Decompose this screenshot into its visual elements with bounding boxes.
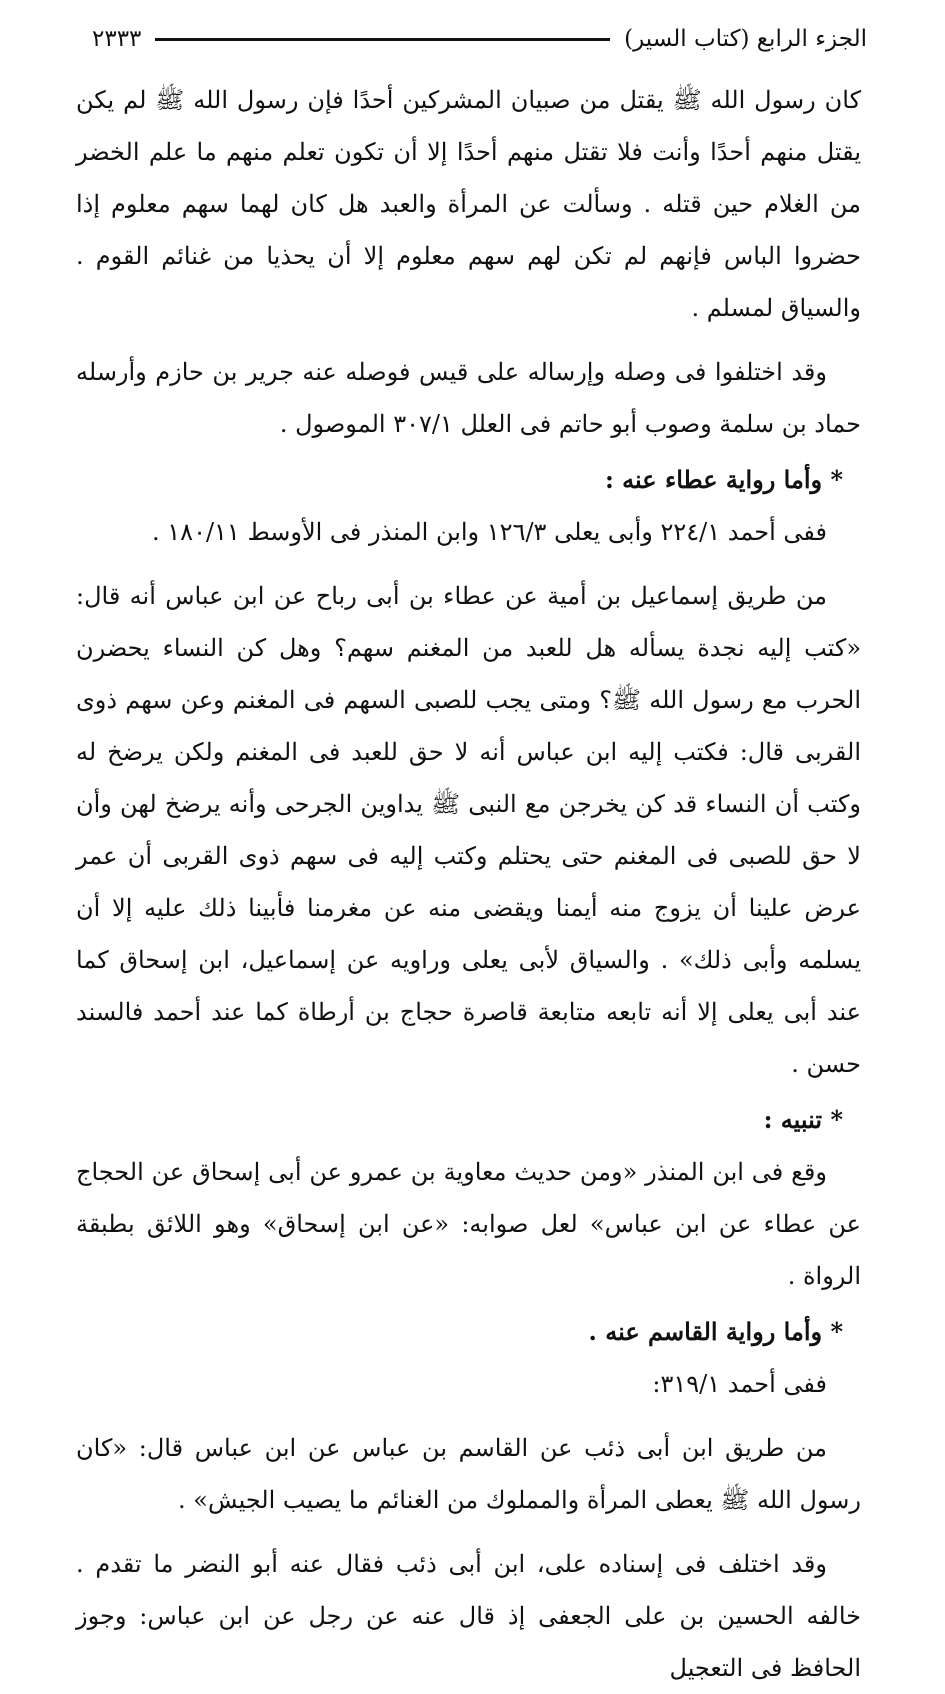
page-body <box>76 74 861 1694</box>
running-title: الجزء الرابع (كتاب السير) <box>624 26 867 52</box>
paragraph-2: وقد اختلفوا فى وصله وإرساله على قيس فوصله عنه جرير بن حازم وأرسله حماد بن سلمة وصوب أبو حاتم فى العلل ٣٠٧/١ الموصول . <box>76 358 861 438</box>
paragraph-6: وقد اختلف فى إسناده على، ابن أبى ذئب فقال عنه أبو النضر ما تقدم . خالفه الحسين بن على الجعفى إذ قال عنه عن رجل عن ابن عباس: وجوز الحافظ فى التعجيل <box>76 1550 862 1682</box>
paragraph-4: وقع فى ابن المنذر «ومن حديث معاوية بن عمرو عن أبى إسحاق عن الحجاج عن عطاء عن ابن عباس» لعل صوابه: «عن ابن إسحاق» وهو اللائق بطبقة الرواة . <box>76 1158 861 1290</box>
paragraph-3: من طريق إسماعيل بن أمية عن عطاء بن أبى رباح عن ابن عباس أنه قال: «كتب إليه نجدة يسأله هل للعبد من المغنم سهم؟ وهل كن النساء يحضرن الحرب مع رسول الله ﷺ؟ ومتى يجب للصبى السهم فى المغنم وعن سهم ذوى القربى قال: فكتب إليه ابن عباس أنه لا حق للعبد فى المغنم ولكن يرضخ له وكتب أن النساء قد كن يخرجن مع النبى ﷺ يداوين الجرحى وأنه يرضخ لهن وأن لا حق للصبى فى المغنم حتى يحتلم وكتب إليه فى سهم ذوى القربى أن عمر عرض علينا أن يزوج منه أيمنا ويقضى منه عن مغرمنا فأبينا ذلك عليه إلا أن يسلمه وأبى ذلك» . والسياق لأبى يعلى وراويه عن إسماعيل، ابن إسحاق كما عند أبى يعلى إلا أنه تابعه متابعة قاصرة حجاج بن أرطاة كما عند أحمد فالسند حسن . <box>76 582 861 1078</box>
reference-line-2: ففى أحمد ٣١٩/١: <box>652 1370 827 1398</box>
page-number: ٢٣٣٣ <box>92 26 142 52</box>
page-header <box>92 22 867 56</box>
paragraph-1: كان رسول الله ﷺ يقتل من صبيان المشركين أحدًا فإن رسول الله ﷺ لم يكن يقتل منهم أحدًا وأنت فلا تقتل منهم أحدًا إلا أن تكون تعلم منهم ما علم الخضر من الغلام حين قتله . وسألت عن المرأة والعبد هل كان لهما سهم معلوم إذا حضروا الباس فإنهم لم تكن لهم سهم معلوم إلا أن يحذيا من غنائم القوم . والسياق لمسلم . <box>76 86 861 322</box>
section-heading-qasim: * وأما رواية القاسم عنه . <box>588 1317 843 1346</box>
section-heading-ata: * وأما رواية عطاء عنه : <box>604 465 843 494</box>
header-rule <box>155 38 610 41</box>
section-heading-note: * تنبيه : <box>763 1105 843 1134</box>
reference-line-1: ففى أحمد ٢٢٤/١ وأبى يعلى ١٢٦/٣ وابن المنذر فى الأوسط ١٨٠/١١ . <box>152 518 827 546</box>
paragraph-5: من طريق ابن أبى ذئب عن القاسم بن عباس عن ابن عباس قال: «كان رسول الله ﷺ يعطى المرأة والمملوك من الغنائم ما يصيب الجيش» . <box>76 1434 861 1514</box>
